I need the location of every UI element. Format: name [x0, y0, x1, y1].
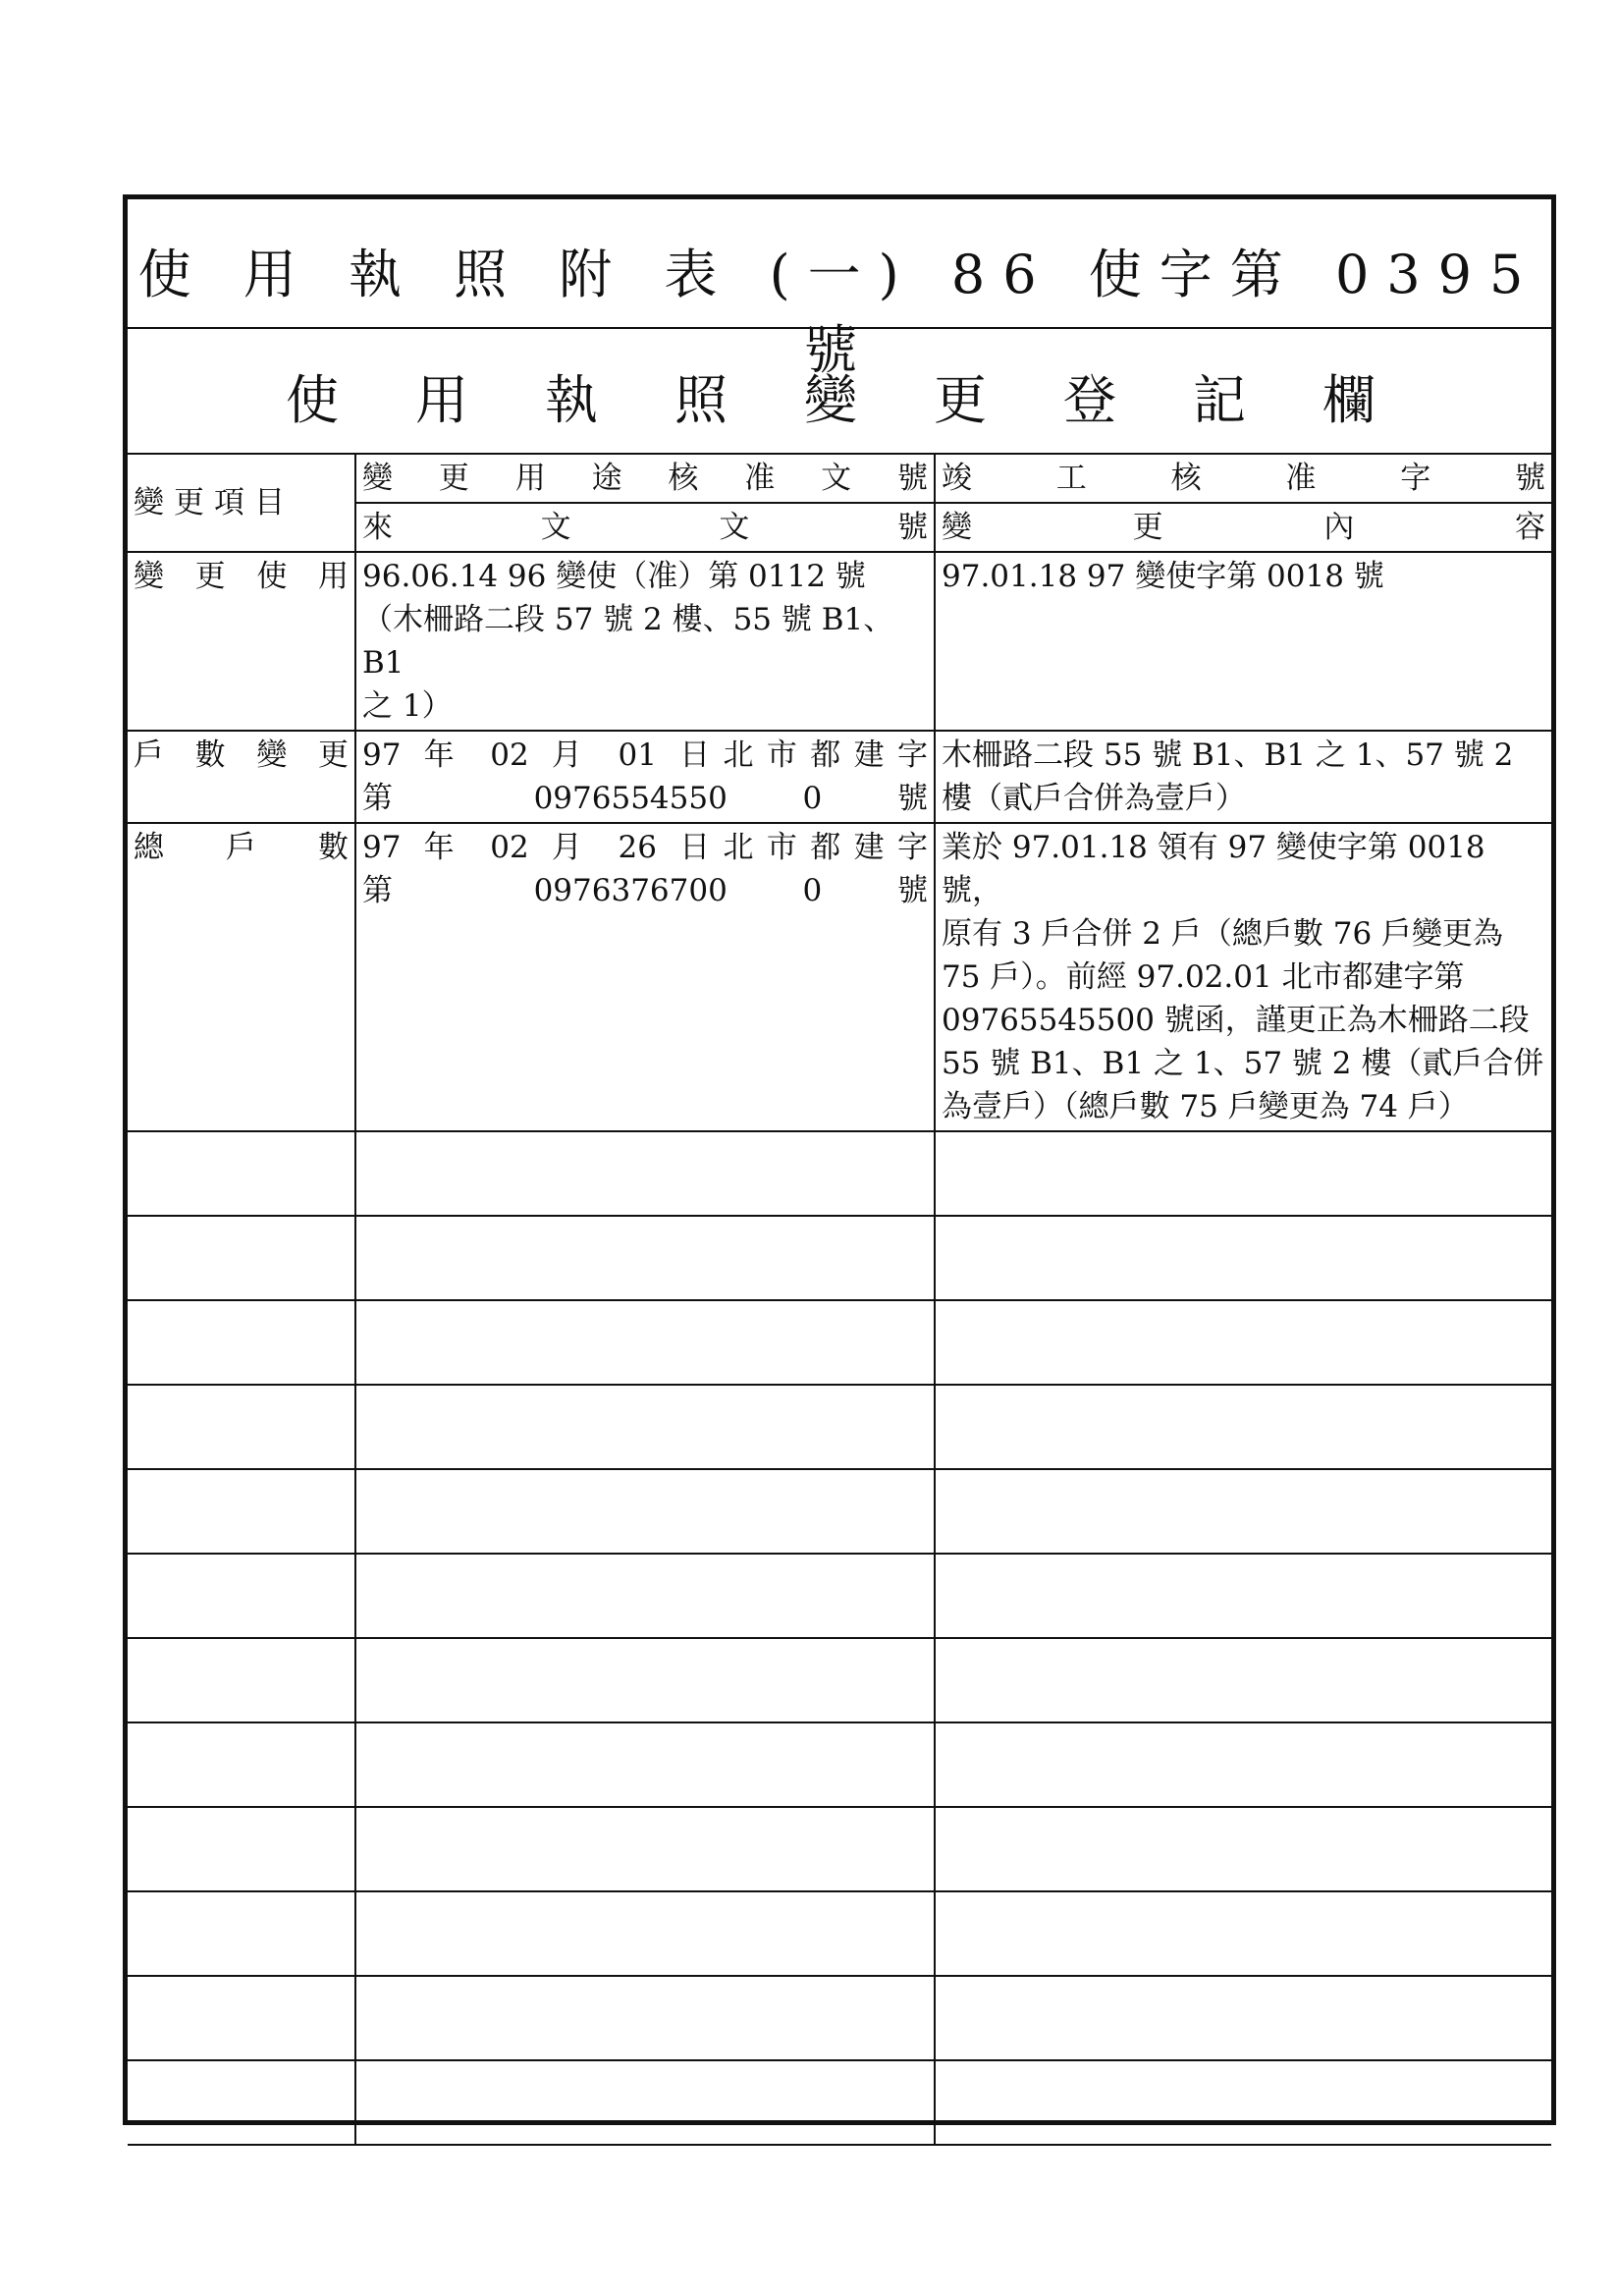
header-change-content: 變更內容 — [935, 503, 1551, 552]
doc-line: 97 年 02 月 26 日北市都建字 — [362, 830, 928, 865]
empty-cell — [128, 1300, 355, 1385]
empty-row — [128, 2060, 1551, 2145]
empty-cell — [935, 1385, 1551, 1469]
empty-cell — [935, 1469, 1551, 1554]
row-doc-cell — [355, 731, 935, 823]
empty-cell — [935, 2060, 1551, 2145]
subtitle-row — [128, 329, 1551, 455]
table-row — [128, 552, 1551, 731]
row-item-label: 總戶數 — [134, 830, 349, 865]
doc-line: 第 0976554550 0 號 — [362, 781, 928, 816]
change-register-table — [128, 455, 1551, 2146]
empty-cell — [355, 1385, 935, 1469]
doc-line: 第 0976376700 0 號 — [362, 873, 928, 908]
row-item-cell — [128, 552, 355, 731]
empty-cell — [355, 1469, 935, 1554]
empty-cell — [128, 2060, 355, 2145]
empty-row — [128, 1807, 1551, 1891]
table-header-row-top — [128, 455, 1551, 503]
doc-line: 96.06.14 96 變使（准）第 0112 號 — [362, 559, 866, 594]
row-doc-cell — [355, 552, 935, 731]
empty-cell — [935, 1131, 1551, 1216]
empty-cell — [935, 1300, 1551, 1385]
empty-row — [128, 1976, 1551, 2060]
row-doc-cell — [355, 823, 935, 1131]
empty-row — [128, 1300, 1551, 1385]
table-row — [128, 731, 1551, 823]
empty-cell — [355, 1976, 935, 2060]
header-completion-no: 竣工核准字號 — [935, 455, 1551, 503]
content-line: 原有 3 戶合併 2 戶（總戶數 76 戶變更為 — [942, 916, 1504, 952]
content-line: 為壹戶）（總戶數 75 戶變更為 74 戶） — [942, 1089, 1469, 1124]
section-title: 使用執照變更登記欄 — [286, 369, 1452, 431]
empty-cell — [355, 1807, 935, 1891]
row-item-cell — [128, 823, 355, 1131]
empty-cell — [128, 1722, 355, 1807]
content-line: 木柵路二段 55 號 B1、B1 之 1、57 號 2 — [942, 738, 1514, 773]
empty-cell — [935, 1638, 1551, 1722]
empty-cell — [128, 1216, 355, 1300]
empty-row — [128, 1638, 1551, 1722]
empty-cell — [355, 1216, 935, 1300]
empty-cell — [355, 1891, 935, 1976]
table-row — [128, 823, 1551, 1131]
empty-cell — [935, 1722, 1551, 1807]
empty-cell — [935, 1216, 1551, 1300]
header-change-item: 變更項目 — [128, 455, 355, 552]
content-line: 09765545500 號函，謹更正為木柵路二段 — [942, 1003, 1530, 1038]
empty-cell — [935, 1891, 1551, 1976]
row-item-cell — [128, 731, 355, 823]
empty-row — [128, 1554, 1551, 1638]
empty-cell — [128, 1891, 355, 1976]
doc-line: （木柵路二段 57 號 2 樓、55 號 B1、B1 — [362, 602, 894, 681]
empty-cell — [128, 1385, 355, 1469]
empty-cell — [355, 1300, 935, 1385]
title-row — [128, 199, 1551, 381]
empty-cell — [128, 1638, 355, 1722]
empty-row — [128, 1722, 1551, 1807]
certificate-frame — [123, 194, 1556, 2125]
row-content-cell — [935, 823, 1551, 1131]
empty-row — [128, 1891, 1551, 1976]
empty-cell — [355, 1131, 935, 1216]
empty-cell — [128, 1131, 355, 1216]
empty-row — [128, 1385, 1551, 1469]
empty-cell — [355, 2060, 935, 2145]
doc-line: 97 年 02 月 01 日北市都建字 — [362, 738, 928, 773]
header-approval-doc-no: 變更用途核准文號 — [355, 455, 935, 503]
row-item-label: 變更使用 — [134, 559, 349, 594]
doc-line: 之 1） — [362, 688, 453, 724]
content-line: 97.01.18 97 變使字第 0018 號 — [942, 559, 1384, 594]
empty-row — [128, 1131, 1551, 1216]
content-line: 75 戶）。前經 97.02.01 北市都建字第 — [942, 959, 1465, 995]
empty-cell — [355, 1722, 935, 1807]
content-line: 55 號 B1、B1 之 1、57 號 2 樓（貳戶合併 — [942, 1046, 1544, 1081]
empty-cell — [355, 1638, 935, 1722]
empty-cell — [935, 1976, 1551, 2060]
row-item-label: 戶數變更 — [134, 738, 349, 773]
empty-cell — [128, 1554, 355, 1638]
row-content-cell — [935, 552, 1551, 731]
empty-cell — [128, 1807, 355, 1891]
page-title: 使 用 執 照 附 表 (一) 86 使字第 0395 號 — [137, 244, 1541, 381]
row-content-cell — [935, 731, 1551, 823]
empty-row — [128, 1216, 1551, 1300]
header-incoming-doc-no: 來文文號 — [355, 503, 935, 552]
content-line: 樓（貳戶合併為壹戶） — [942, 781, 1246, 816]
content-line: 業於 97.01.18 領有 97 變使字第 0018 號， — [942, 830, 1485, 908]
empty-row — [128, 1469, 1551, 1554]
empty-cell — [355, 1554, 935, 1638]
empty-cell — [128, 1469, 355, 1554]
empty-cell — [935, 1807, 1551, 1891]
empty-cell — [935, 1554, 1551, 1638]
empty-cell — [128, 1976, 355, 2060]
